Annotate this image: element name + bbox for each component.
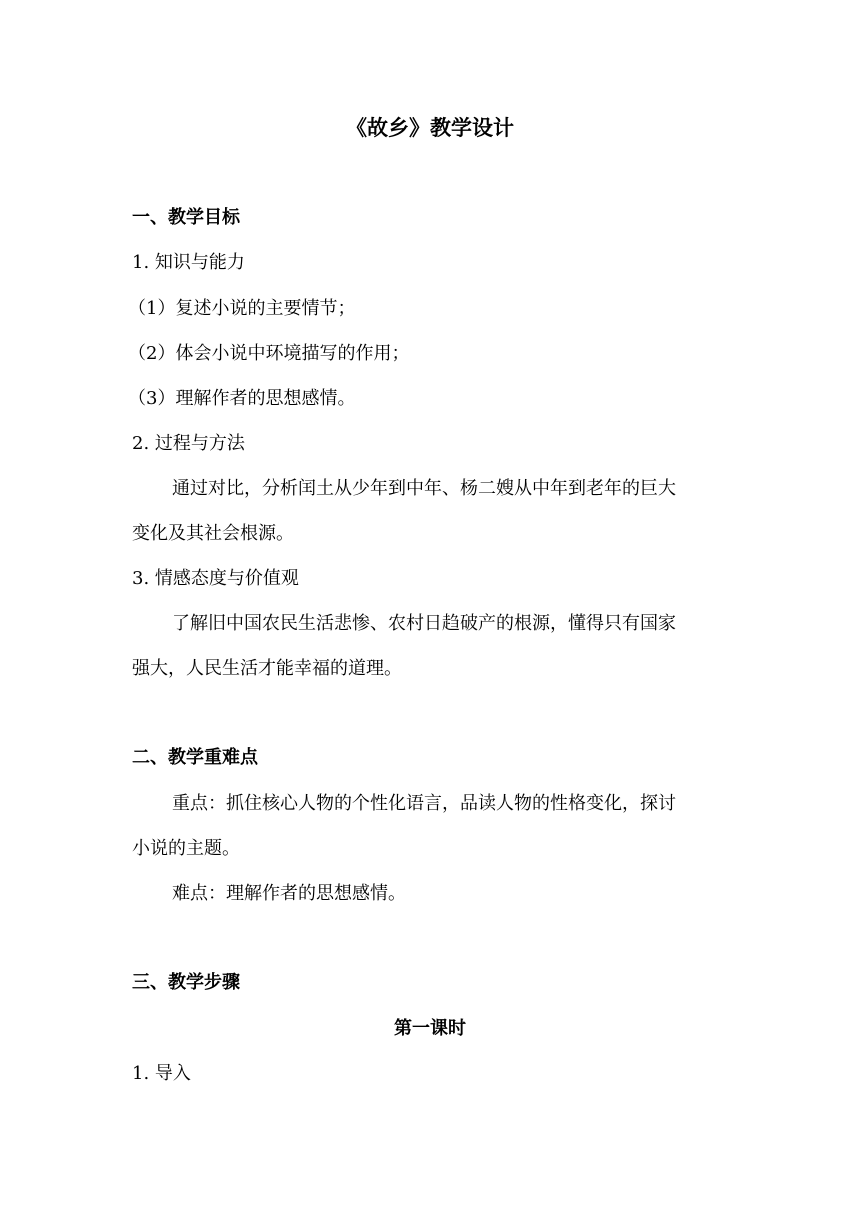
objective-item-3: （3）理解作者的思想感情。 (128, 388, 356, 409)
objective-knowledge-ability: 1. 知识与能力 (132, 252, 245, 273)
attitude-values-text-line1: 了解旧中国农民生活悲惨、农村日趋破产的根源，懂得只有国家 (172, 613, 676, 634)
step-introduction: 1. 导入 (132, 1063, 191, 1084)
process-method-text-line1: 通过对比，分析闰土从少年到中年、杨二嫂从中年到老年的巨大 (172, 478, 676, 499)
key-point-text-line1: 重点：抓住核心人物的个性化语言，品读人物的性格变化，探讨 (172, 793, 676, 814)
objective-attitude-values: 3. 情感态度与价值观 (132, 568, 299, 589)
section-heading-objectives: 一、教学目标 (132, 207, 240, 228)
objective-item-2: （2）体会小说中环境描写的作用； (128, 343, 410, 364)
objective-item-1: （1）复述小说的主要情节； (128, 298, 356, 319)
difficult-point-text: 难点：理解作者的思想感情。 (172, 883, 406, 904)
objective-process-method: 2. 过程与方法 (132, 433, 245, 454)
key-point-text-line2: 小说的主题。 (132, 838, 240, 859)
document-title: 《故乡》教学设计 (346, 115, 514, 140)
lesson-subheading: 第一课时 (394, 1018, 466, 1039)
section-heading-key-points: 二、教学重难点 (132, 747, 258, 768)
process-method-text-line2: 变化及其社会根源。 (132, 523, 294, 544)
attitude-values-text-line2: 强大，人民生活才能幸福的道理。 (132, 658, 402, 679)
section-heading-steps: 三、教学步骤 (132, 972, 240, 993)
